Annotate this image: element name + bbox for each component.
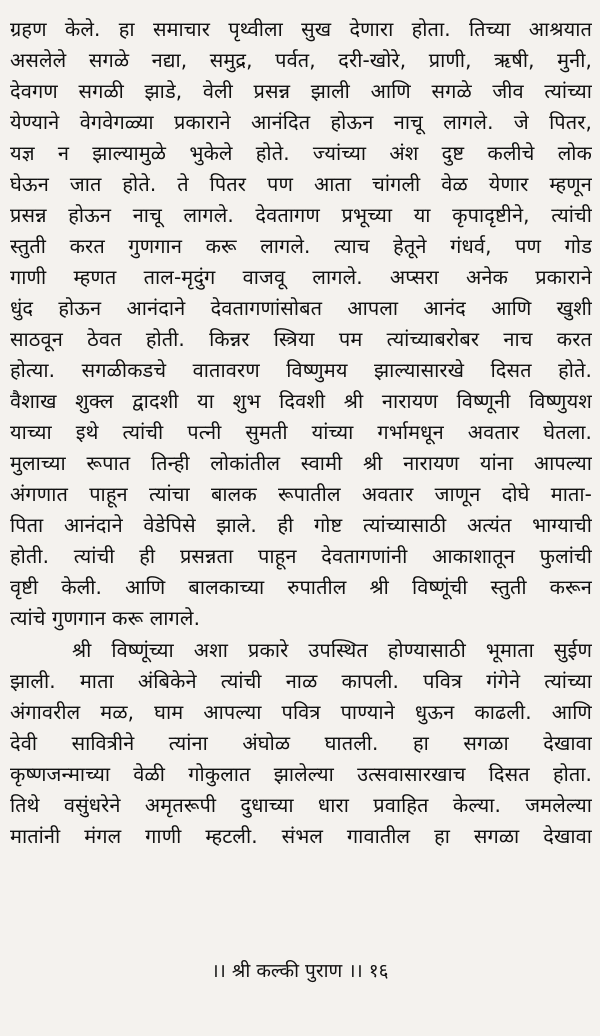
text-line: त्यांचे गुणगान करू लागले. — [10, 606, 201, 630]
text-line: धुंद होऊन आनंदाने देवतागणांसोबत आपला आनंद आणि खुशी — [10, 296, 592, 320]
text-line: स्तुती करत गुणगान करू लागले. त्याच हेतूने गंधर्व, पण गोड — [10, 234, 592, 258]
text-line: घेऊन जात होते. ते पितर पण आता चांगली वेळ येणार म्हणून — [10, 172, 592, 196]
text-line: वैशाख शुक्ल द्वादशी या शुभ दिवशी श्री नारायण विष्णूनी विष्णुयश — [10, 389, 592, 413]
text-line: वृष्टी केली. आणि बालकाच्या रुपातील श्री विष्णूंची स्तुती करून — [10, 575, 592, 599]
text-line: देवी सावित्रीने त्यांना अंघोळ घातली. हा सगळा देखावा — [10, 731, 592, 755]
page-footer: ।। श्री कल्की पुराण ।। १६ — [211, 960, 389, 982]
text-line: पिता आनंदाने वेडेपिसे झाले. ही गोष्ट त्यांच्यासाठी अत्यंत भाग्याची — [10, 513, 592, 537]
text-line: कृष्णजन्माच्या वेळी गोकुलात झालेल्या उत्सवासारखाच दिसत होता. — [10, 762, 592, 786]
text-line: साठवून ठेवत होती. किन्नर स्त्रिया पम त्यांच्याबरोबर नाच करत — [10, 327, 592, 351]
text-line: ग्रहण केले. हा समाचार पृथ्वीला सुख देणारा होता. तिच्या आश्रयात — [10, 17, 592, 41]
text-line: यज्ञ न झाल्यामुळे भुकेले होते. ज्यांच्या अंश दुष्ट कलीचे लोक — [10, 141, 592, 165]
text-line: देवगण सगळी झाडे, वेली प्रसन्न झाली आणि सगळे जीव त्यांच्या — [10, 79, 592, 103]
text-line: असलेले सगळे नद्या, समुद्र, पर्वत, दरी-खोरे, प्राणी, ऋषी, मुनी, — [10, 48, 592, 72]
text-line: मुलाच्या रूपात तिन्ही लोकांतील स्वामी श्री नारायण यांना आपल्या — [10, 451, 592, 475]
text-line: मातांनी मंगल गाणी म्हटली. संभल गावातील हा सगळा देखावा — [10, 824, 592, 848]
text-line: होती. त्यांची ही प्रसन्नता पाहून देवतागणांनी आकाशातून फुलांची — [10, 544, 592, 568]
text-line: अंगावरील मळ, घाम आपल्या पवित्र पाण्याने धुऊन काढली. आणि — [10, 700, 592, 724]
text-line: झाली. माता अंबिकेने त्यांची नाळ कापली. पवित्र गंगेने त्यांच्या — [10, 669, 592, 693]
text-line: श्री विष्णूंच्या अशा प्रकारे उपस्थित होण्यासाठी भूमाता सुईण — [72, 638, 592, 662]
paragraph-1 — [10, 14, 592, 634]
text-line: येण्याने वेगवेगळ्या प्रकाराने आनंदित होऊन नाचू लागले. जे पितर, — [10, 110, 592, 134]
text-line: होत्या. सगळीकडचे वातावरण विष्णुमय झाल्यासारखे दिसत होते. — [10, 358, 592, 382]
text-line: याच्या इथे त्यांची पत्नी सुमती यांच्या गर्भामधून अवतार घेतला. — [10, 420, 592, 444]
text-line: तिथे वसुंधरेने अमृतरूपी दुधाच्या धारा प्रवाहित केल्या. जमलेल्या — [10, 793, 592, 817]
text-line: अंगणात पाहून त्यांचा बालक रूपातील अवतार जाणून दोघे माता- — [10, 482, 592, 506]
text-line: गाणी म्हणत ताल-मृदुंग वाजवू लागले. अप्सरा अनेक प्रकाराने — [10, 265, 592, 289]
paragraph-2 — [10, 635, 592, 852]
text-line: प्रसन्न होऊन नाचू लागले. देवतागण प्रभूच्या या कृपादृष्टीने, त्यांची — [10, 203, 592, 227]
